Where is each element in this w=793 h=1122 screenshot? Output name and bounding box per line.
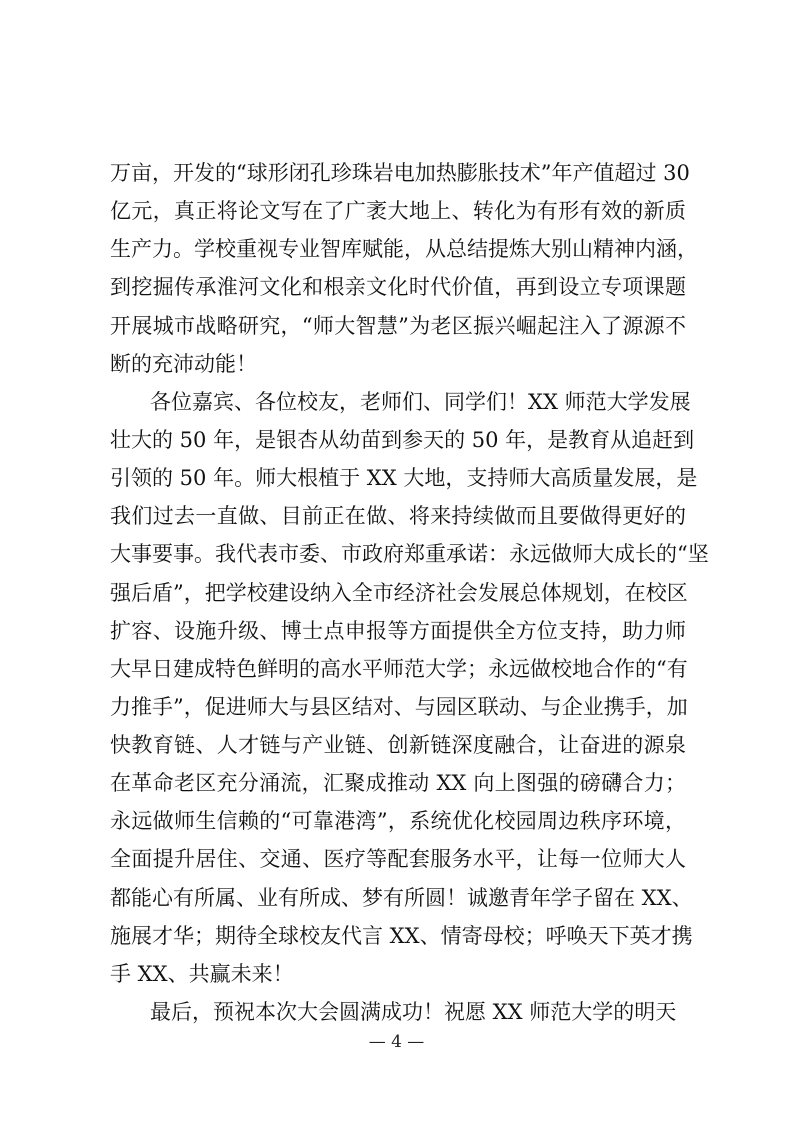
paragraph-2-line-10: 快教育链、人才链与产业链、创新链深度融合，让奋进的源泉	[110, 733, 686, 758]
paragraph-2-line-3: 引领的 50 年。师大根植于 XX 大地，支持师大高质量发展，是	[110, 466, 698, 491]
paragraph-2-line-11: 在革命老区充分涌流，汇聚成推动 XX 向上图强的磅礴合力；	[110, 771, 686, 796]
paragraph-2-line-12: 永远做师生信赖的“可靠港湾”，系统优化校园周边秩序环境，	[110, 809, 686, 834]
page-number: — 4 —	[368, 1032, 425, 1052]
paragraph-1-line-4: 到挖掘传承淮河文化和根亲文化时代价值，再到设立专项课题	[110, 275, 686, 300]
paragraph-2-line-5: 大事要事。我代表市委、市政府郑重承诺：永远做师大成长的“坚	[110, 542, 709, 567]
paragraph-2-line-13: 全面提升居住、交通、医疗等配套服务水平，让每一位师大人	[110, 847, 686, 872]
paragraph-2-line-15: 施展才华；期待全球校友代言 XX、情寄母校；呼唤天下英才携	[110, 923, 693, 948]
paragraph-2-line-8: 大早日建成特色鲜明的高水平师范大学；永远做校地合作的“有	[110, 656, 688, 681]
paragraph-2-line-14: 都能心有所属、业有所成、梦有所圆！诚邀青年学子留在 XX、	[110, 885, 693, 910]
paragraph-2-line-1: 各位嘉宾、各位校友，老师们、同学们！XX 师范大学发展	[150, 389, 691, 414]
paragraph-1-line-2: 亿元，真正将论文写在了广袤大地上、转化为有形有效的新质	[110, 199, 686, 224]
paragraph-2-line-16: 手 XX、共赢未来！	[110, 961, 294, 986]
paragraph-1-line-6: 断的充沛动能！	[110, 351, 257, 376]
paragraph-1-line-3: 生产力。学校重视专业智库赋能，从总结提炼大别山精神内涵，	[110, 237, 698, 262]
paragraph-2-line-7: 扩容、设施升级、博士点申报等方面提供全方位支持，助力师	[110, 618, 686, 643]
paragraph-2-line-6: 强后盾”，把学校建设纳入全市经济社会发展总体规划，在校区	[110, 580, 688, 605]
paragraph-2-line-9: 力推手”，促进师大与县区结对、与园区联动、与企业携手，加	[110, 694, 688, 719]
paragraph-2-line-4: 我们过去一直做、目前正在做、将来持续做而且要做得更好的	[110, 504, 686, 529]
paragraph-1-line-5: 开展城市战略研究，“师大智慧”为老区振兴崛起注入了源源不	[110, 313, 686, 338]
paragraph-1-line-1: 万亩，开发的“球形闭孔珍珠岩电加热膨胀技术”年产值超过 30	[110, 161, 690, 185]
paragraph-2-line-2: 壮大的 50 年，是银杏从幼苗到参天的 50 年，是教育从追赶到	[110, 427, 695, 452]
paragraph-3-line-1: 最后，预祝本次大会圆满成功！祝愿 XX 师范大学的明天	[150, 1000, 677, 1024]
